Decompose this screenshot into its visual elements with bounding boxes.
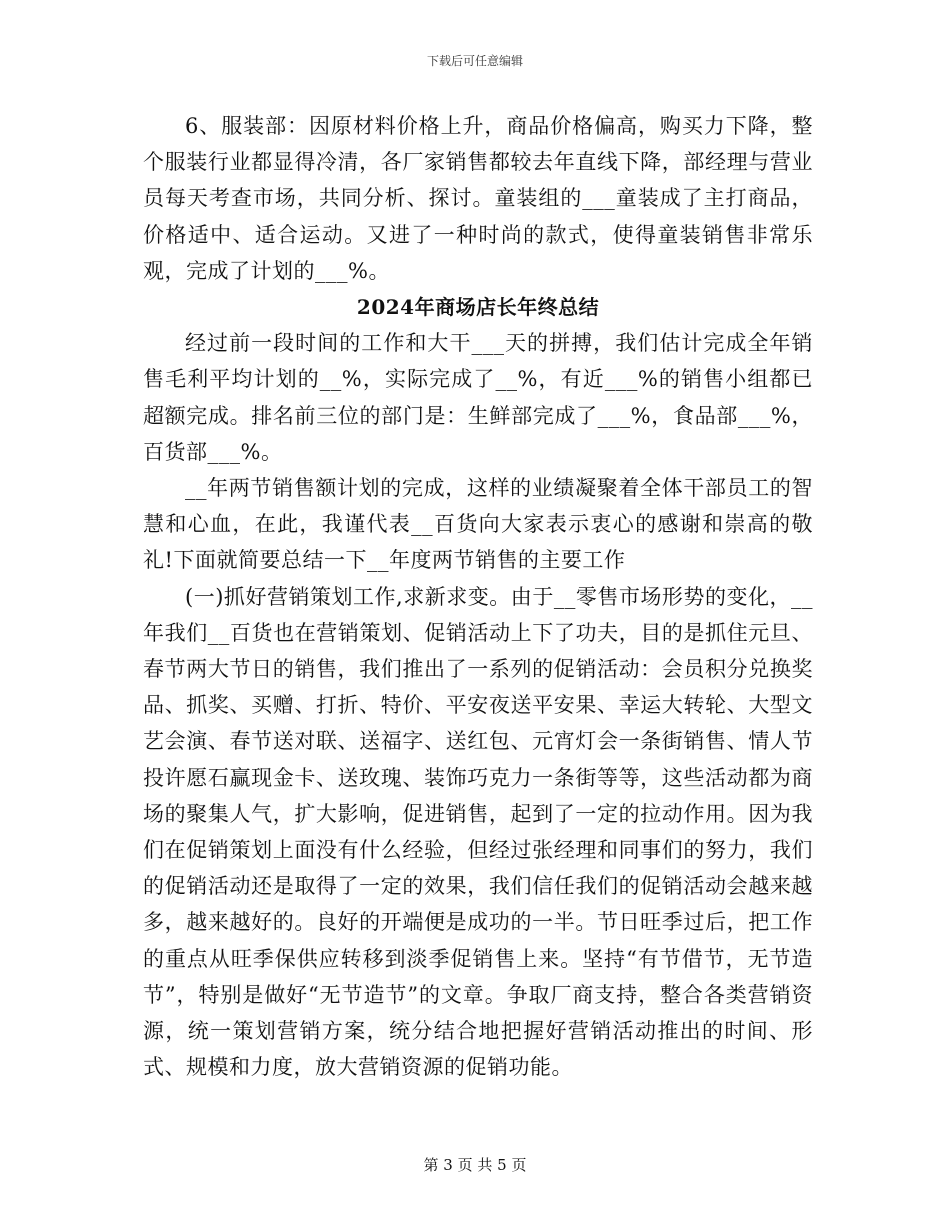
paragraph-thanks: __年两节销售额计划的完成，这样的业绩凝聚着全体干部员工的智慧和心血，在此，我谨代表__百货向大家表示衷心的感谢和崇高的敬礼!下面就简要总结一下__年度两节销售的主要工作 xyxy=(143,476,813,573)
document-body xyxy=(143,108,813,1085)
paragraph-clothing-dept: 6、服装部：因原材料价格上升，商品价格偏高，购买力下降，整个服装行业都显得冷清，各厂家销售都较去年直线下降，部经理与营业员每天考查市场，共同分析、探讨。童装组的___童装成了主打商品，价格适中、适合运动。又进了一种时尚的款式，使得童装销售非常乐观，完成了计划的___%。 xyxy=(143,114,813,283)
page-number: 第 3 页 共 5 页 xyxy=(423,1156,527,1174)
paragraph-marketing-planning: (一)抓好营销策划工作,求新求变。由于__零售市场形势的变化，__年我们__百货也在营销策划、促销活动上下了功夫，目的是抓住元旦、春节两大节日的销售，我们推出了一系列的促销活动：会员积分兑换奖品、抓奖、买赠、打折、特价、平安夜送平安果、幸运大转轮、大型文艺会演、春节送对联、送福字、送红包、元宵灯会一条街销售、情人节投许愿石赢现金卡、送玫瑰、装饰巧克力一条街等等，这些活动都为商场的聚集人气，扩大影响，促进销售，起到了一定的拉动作用。因为我们在促销策划上面没有什么经验，但经过张经理和同事们的努力，我们的促销活动还是取得了一定的效果，我们信任我们的促销活动会越来越多，越来越好的。良好的开端便是成功的一半。节日旺季过后，把工作的重点从旺季保供应转移到淡季促销售上来。坚持“有节借节，无节造节”，特别是做好“无节造节”的文章。争取厂商支持，整合各类营销资源，统一策划营销方案，统分结合地把握好营销活动推出的时间、形式、规模和力度，放大营销资源的促销功能。 xyxy=(143,584,813,1080)
paragraph-sales-summary: 经过前一段时间的工作和大干___天的拼搏，我们估计完成全年销售毛利平均计划的__%，实际完成了__%，有近___%的销售小组都已超额完成。排名前三位的部门是：生鲜部完成了___%，食品部___%，百货部___%。 xyxy=(143,331,813,464)
page-header: 下载后可任意编辑 xyxy=(426,54,523,68)
document-title: 2024年商场店长年终总结 xyxy=(356,295,600,320)
